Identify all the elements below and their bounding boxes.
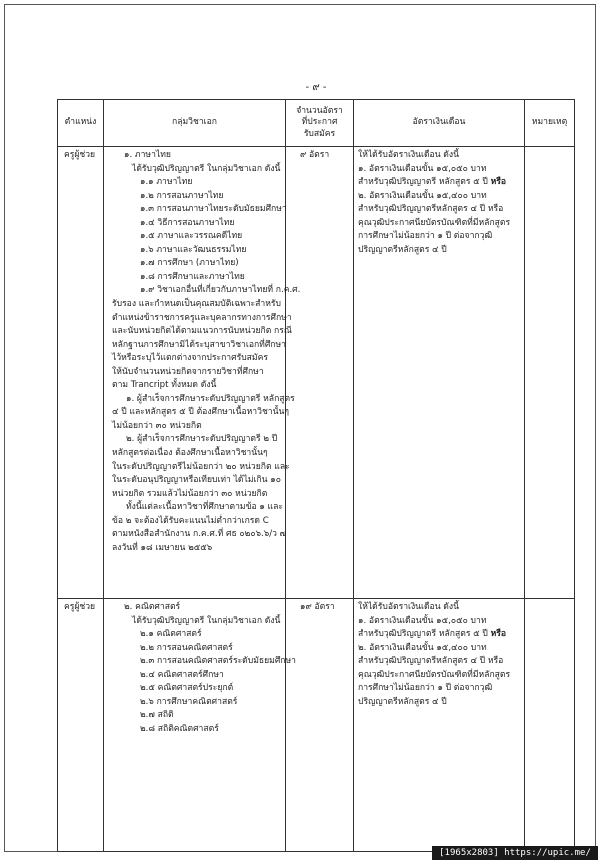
header-remark: หมายเหตุ <box>525 100 575 147</box>
header-count-line: จำนวนอัตรา <box>296 105 343 116</box>
salary-line: ให้ได้รับอัตราเงินเดือน ดังนี้ <box>358 150 459 160</box>
salary-line: สำหรับวุฒิปริญญาตรีหลักสูตร ๔ ปี หรือ <box>358 656 504 667</box>
group-line: ๑.๗ การศึกษา (ภาษาไทย) <box>140 258 239 269</box>
remark-cell <box>525 147 575 599</box>
group-line: ได้รับวุฒิปริญญาตรี ในกลุ่มวิชาเอก ดังนี้ <box>132 615 281 626</box>
group-line: ๒.๕ คณิตศาสตร์ประยุกต์ <box>140 683 234 694</box>
group-line: และนับหน่วยกิตได้ตามแนวการนับหน่วยกิต กรณี <box>112 326 292 337</box>
group-line: ตาม Trancript ทั้งหมด ดังนี้ <box>112 380 217 391</box>
group-line: ข้อ ๒ จะต้องได้รับคะแนนไม่ต่ำกว่าเกรด C <box>112 515 269 526</box>
header-salary: อัตราเงินเดือน <box>354 100 525 147</box>
group-line: ๒. ผู้สำเร็จการศึกษาระดับปริญญาตรี ๒ ปี <box>126 434 278 445</box>
group-line: ให้นับจำนวนหน่วยกิตจากรายวิชาที่ศึกษา <box>112 366 264 377</box>
group-line: ๑. ผู้สำเร็จการศึกษาระดับปริญญาตรี หลักสูตร <box>126 393 295 404</box>
count-cell: ๑๙ อัตรา <box>286 599 354 852</box>
salary-line-text: สำหรับวุฒิปริญญาตรี หลักสูตร ๕ ปี <box>358 177 488 188</box>
position-cell: ครูผู้ช่วย <box>58 599 104 852</box>
salary-line: ปริญญาตรีหลักสูตร ๔ ปี <box>358 696 447 707</box>
group-line: ๑.๒ การสอนภาษาไทย <box>140 190 224 201</box>
header-count-line: ที่ประกาศ <box>301 117 338 128</box>
salary-line <box>358 628 522 642</box>
group-line: ๒.๔ คณิตศาสตร์ศึกษา <box>140 669 224 680</box>
group-line: ๒.๒ การสอนคณิตศาสตร์ <box>140 642 233 653</box>
group-line: ลงวันที่ ๑๘ เมษายน ๒๕๕๖ <box>112 542 213 553</box>
group-line: ๒.๖ การศึกษาคณิตศาสตร์ <box>140 696 238 707</box>
group-line: ๑.๑ ภาษาไทย <box>140 177 193 188</box>
group-line: ๒. คณิตศาสตร์ <box>124 602 181 612</box>
count-cell: ๙ อัตรา <box>286 147 354 599</box>
group-line: ๒.๑ คณิตศาสตร์ <box>140 629 202 640</box>
group-line: ๑.๕ ภาษาและวรรณคดีไทย <box>140 231 243 242</box>
group-line: ๒.๘ สถิติคณิตศาสตร์ <box>140 723 219 734</box>
group-line: ในระดับปริญญาตรีไม่น้อยกว่า ๒๐ หน่วยกิต และ <box>112 461 290 472</box>
group-line: ๑. ภาษาไทย <box>124 150 171 160</box>
group-line: ทั้งนี้แต่ละเนื้อหาวิชาที่ศึกษาตามข้อ ๑ และ <box>126 502 283 513</box>
header-count-line: รับสมัคร <box>303 128 336 139</box>
header-group: กลุ่มวิชาเอก <box>104 100 286 147</box>
group-cell <box>104 147 301 599</box>
salary-line: การศึกษาไม่น้อยกว่า ๑ ปี ต่อจากวุฒิ <box>358 231 493 242</box>
group-line: ตำแหน่งข้าราชการครูและบุคลากรทางการศึกษา <box>112 312 292 323</box>
group-line: ตามหนังสือสำนักงาน ก.ค.ศ.ที่ ศธ ๐๒๐๖.๖/ว ๗ <box>112 529 287 540</box>
salary-line: คุณวุฒิประกาศนียบัตรบัณฑิตที่มีหลักสูตร <box>358 217 511 228</box>
group-line: ในระดับอนุปริญญาหรือเทียบเท่า ได้ไม่เกิน ๑๐ <box>112 475 281 486</box>
table-header-row <box>58 100 575 147</box>
group-line: ไว้หรือระบุไว้แตกต่างจากประกาศรับสมัคร <box>112 353 268 364</box>
group-line: หน่วยกิต รวมแล้วไม่น้อยกว่า ๓๐ หน่วยกิต <box>112 488 268 499</box>
salary-line: ปริญญาตรีหลักสูตร ๔ ปี <box>358 244 447 255</box>
salary-line-text: สำหรับวุฒิปริญญาตรี หลักสูตร ๕ ปี <box>358 629 488 640</box>
group-line: ๑.๓ การสอนภาษาไทยระดับมัธยมศึกษา <box>140 204 287 215</box>
salary-line: ให้ได้รับอัตราเงินเดือน ดังนี้ <box>358 602 459 612</box>
salary-cell <box>354 147 525 599</box>
salary-line: การศึกษาไม่น้อยกว่า ๑ ปี ต่อจากวุฒิ <box>358 683 493 694</box>
group-line: หลักสูตรต่อเนื่อง ต้องศึกษาเนื้อหาวิชานั้นๆ <box>112 448 268 459</box>
group-line: ๑.๖ ภาษาและวัฒนธรรมไทย <box>140 244 247 255</box>
group-cell <box>104 599 296 852</box>
salary-line: ๒. อัตราเงินเดือนขั้น ๑๕,๔๐๐ บาท <box>358 642 487 653</box>
group-line: ๒.๗ สถิติ <box>140 710 174 721</box>
position-cell: ครูผู้ช่วย <box>58 147 104 599</box>
page-number: - ๙ - <box>305 82 327 93</box>
group-line: ได้รับวุฒิปริญญาตรี ในกลุ่มวิชาเอก ดังนี้ <box>132 163 281 174</box>
salary-or-word: หรือ <box>490 177 507 188</box>
salary-line: สำหรับวุฒิปริญญาตรีหลักสูตร ๔ ปี หรือ <box>358 204 504 215</box>
table-row <box>58 147 575 599</box>
group-line: หลักฐานการศึกษามิได้ระบุสาขาวิชาเอกที่ศึกษา <box>112 339 286 350</box>
table-row <box>58 599 575 852</box>
group-line: ๑.๔ วิธีการสอนภาษาไทย <box>140 217 235 228</box>
group-line: ๑.๘ การศึกษาและภาษาไทย <box>140 271 245 282</box>
recruitment-table <box>57 99 575 852</box>
group-line: รับรอง และกำหนดเป็นคุณสมบัติเฉพาะสำหรับ <box>112 299 281 310</box>
header-position: ตำแหน่ง <box>58 100 104 147</box>
group-line: ๑.๙ วิชาเอกอื่นที่เกี่ยวกับภาษาไทยที่ ก.ค.ศ. <box>140 285 301 296</box>
header-count <box>286 100 354 147</box>
salary-line <box>358 176 522 190</box>
group-line: ๒.๓ การสอนคณิตศาสตร์ระดับมัธยมศึกษา <box>140 656 296 667</box>
salary-line: ๑. อัตราเงินเดือนขั้น ๑๕,๐๕๐ บาท <box>358 163 487 174</box>
salary-line: ๒. อัตราเงินเดือนขั้น ๑๕,๔๐๐ บาท <box>358 190 487 201</box>
group-line: ไม่น้อยกว่า ๓๐ หน่วยกิต <box>112 420 202 431</box>
remark-cell <box>525 599 575 852</box>
salary-or-word: หรือ <box>490 629 507 640</box>
image-host-watermark: [1965x2803] https://upic.me/ <box>432 846 598 860</box>
salary-cell <box>354 599 525 852</box>
salary-line: ๑. อัตราเงินเดือนขั้น ๑๕,๐๕๐ บาท <box>358 615 487 626</box>
group-line: ๔ ปี และหลักสูตร ๕ ปี ต้องศึกษาเนื้อหาวิชานั้นๆ <box>112 407 289 418</box>
salary-line: คุณวุฒิประกาศนียบัตรบัณฑิตที่มีหลักสูตร <box>358 669 511 680</box>
